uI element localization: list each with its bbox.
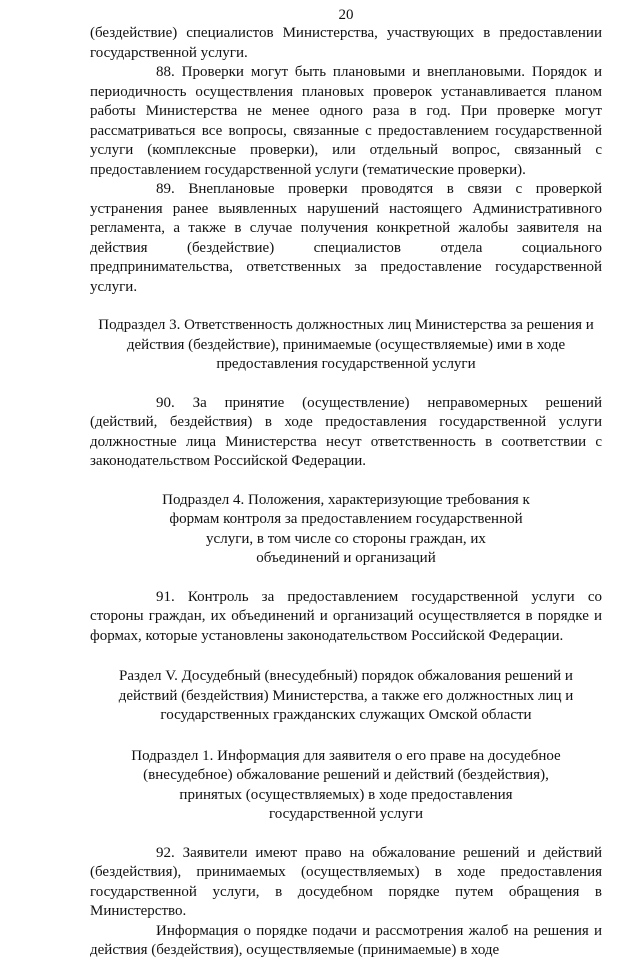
heading-line: Подраздел 1. Информация для заявителя о его праве на досудебное <box>131 747 561 764</box>
heading-line: формам контроля за предоставлением государственной <box>169 511 523 527</box>
subsection-3-heading: Подраздел 3. Ответственность должностных лиц Министерства за решения и действия (бездействие), принимаемые (осуществляемые) ими в ходе предоставления государственной услуги <box>98 317 594 372</box>
paragraph-complaint-info: Информация о порядке подачи и рассмотрения жалоб на решения и действия (бездействия), осуществляемые (принимаемые) в ходе <box>90 922 602 958</box>
section-5-heading <box>90 667 602 726</box>
heading-line: объединений и организаций <box>256 550 436 566</box>
paragraph-90: 90. За принятие (осуществление) неправомерных решений (действий, бездействия) в ходе предоставления государственной услуги должностные лица Министерства несут ответственность в соответствии с законодательством Российской Федерации. <box>90 394 602 469</box>
paragraph-91: 91. Контроль за предоставлением государственной услуги со стороны граждан, их объединений и организаций осуществляется в порядке и формах, которые установлены законодательством Российской Федерации. <box>90 588 602 644</box>
heading-line: (внесудебное) обжалование решений и действий (бездействия), <box>143 767 549 783</box>
page-number: 20 <box>338 7 354 23</box>
heading-line: принятых (осуществляемых) в ходе предоставления <box>179 786 513 803</box>
heading-line: действий (бездействия) Министерства, а также его должностных лиц и <box>118 687 574 704</box>
paragraph-92: 92. Заявители имеют право на обжалование решений и действий (бездействия), принимаемых (осуществляемых) в ходе предоставления государственной услуги, в досудебном порядке путем обращения в Министерство. <box>90 844 602 919</box>
paragraph-89: 89. Внеплановые проверки проводятся в связи с проверкой устранения ранее выявленных нарушений настоящего Административного регламента, а также в случае получения конкретной жалобы заявителя на действия (бездействие) специалистов отдела социального предпринимательства, ответственных за предоставление государственной услуги. <box>90 181 602 295</box>
heading-line: Раздел V. Досудебный (внесудебный) порядок обжалования решений и <box>119 668 573 684</box>
heading-line: государственных гражданских служащих Омской области <box>160 707 532 723</box>
paragraph-88: 88. Проверки могут быть плановыми и внеплановыми. Порядок и периодичность осуществления плановых проверок устанавливается планом работы Министерства не менее одного раза в год. При проверке могут рассматриваться все вопросы, связанные с предоставлением государственной услуги (комплексные проверки), или отдельный вопрос, связанный с предоставлением государственной услуги (тематические проверки). <box>90 64 602 178</box>
heading-line: Подраздел 4. Положения, характеризующие требования к <box>162 491 530 508</box>
heading-line: услуги, в том числе со стороны граждан, их <box>206 530 486 547</box>
subsection-4-heading <box>90 491 602 569</box>
subsection-1-heading <box>90 747 602 825</box>
paragraph-continuation: (бездействие) специалистов Министерства, участвующих в предоставлении государственной услуги. <box>90 25 602 61</box>
heading-line: государственной услуги <box>269 806 423 822</box>
